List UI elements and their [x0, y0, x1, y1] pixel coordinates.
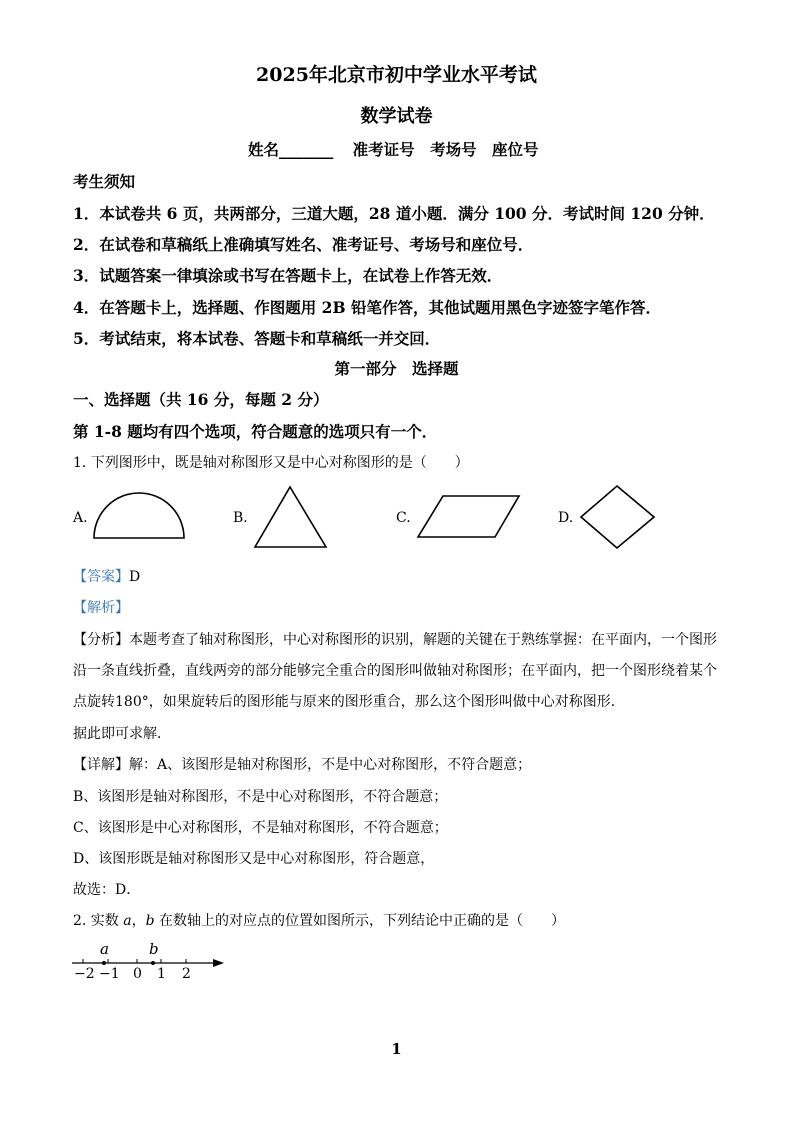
notice-item-2: 2．在试卷和草稿纸上准确填写姓名、准考证号、考场号和座位号． — [73, 235, 534, 254]
notice-item-1: 1．本试卷共 6 页，共两部分，三道大题，28 道小题．满分 100 分．考试时间 120 分钟． — [73, 204, 715, 223]
q2-var-a: a — [123, 913, 132, 929]
numberline-tick-label: −1 — [99, 966, 120, 982]
analysis-line-3: 点旋转180°，如果旋转后的图形能与原来的图形重合，那么这个图形叫做中心对称图形． — [73, 694, 625, 710]
name-blank: _______ — [279, 140, 334, 159]
analysis-line-1: 【分析】本题考查了轴对称图形，中心对称图形的识别，解题的关键在于熟练掌握：在平面内，一个图形 — [73, 632, 717, 648]
detail-line-4: D、该图形既是轴对称图形又是中心对称图形，符合题意， — [73, 851, 435, 867]
q1-stem: 1. 下列图形中，既是轴对称图形又是中心对称图形的是（ ） — [73, 455, 469, 471]
notice-heading: 考生须知 — [73, 172, 136, 191]
detail-line-2: B、该图形是轴对称图形，不是中心对称图形，不符合题意； — [73, 789, 448, 805]
numberline-point-b — [149, 959, 157, 967]
q2-comma: ， — [131, 913, 146, 929]
q2-stem-prefix: 2. 实数 — [73, 913, 124, 929]
notice-item-4: 4．在答题卡上，选择题、作图题用 2B 铅笔作答，其他试题用黑色字迹签字笔作答． — [73, 298, 661, 317]
q1-option-a-label: A. — [73, 510, 88, 526]
q1-option-a-semicircle — [90, 490, 188, 542]
exam-subtitle: 数学试卷 — [360, 106, 433, 127]
analysis-tag: 【解析】 — [73, 600, 129, 616]
detail-line-1: 【详解】解：A、该图形是轴对称图形，不是中心对称图形，不符合题意； — [73, 757, 532, 773]
room-label: 考场号 — [430, 140, 477, 159]
q2-var-b: b — [145, 913, 155, 929]
analysis-line-4: 据此即可求解． — [73, 726, 171, 742]
q1-option-d-rhombus — [578, 483, 658, 551]
q2-stem — [73, 910, 565, 930]
numberline-label-a: a — [100, 940, 109, 958]
name-label: 姓名 — [248, 140, 280, 159]
q1-option-b-triangle — [252, 484, 332, 550]
notice-item-3: 3．试题答案一律填涂或书写在答题卡上，在试卷上作答无效． — [73, 266, 503, 285]
analysis-line-2: 沿一条直线折叠，直线两旁的部分能够完全重合的图形叫做轴对称图形；在平面内，把一个图形绕着某个 — [73, 663, 717, 679]
numberline-tick-label: 2 — [182, 966, 191, 982]
numberline-tick-label: −2 — [74, 966, 95, 982]
candidate-info-row — [248, 138, 539, 160]
q1-option-d-label: D. — [558, 510, 574, 526]
numberline-label-b: b — [149, 940, 159, 958]
section-instruction: 第 1-8 题均有四个选项，符合题意的选项只有一个． — [73, 422, 438, 441]
q1-option-c-parallelogram — [415, 493, 523, 541]
page-number: 1 — [391, 1040, 402, 1058]
detail-line-3: C、该图形是中心对称图形，不是轴对称图形，不符合题意； — [73, 820, 448, 836]
q1-option-b-label: B. — [233, 510, 248, 526]
q1-answer — [73, 566, 140, 586]
answer-value: D — [129, 569, 141, 585]
answer-tag: 【答案】 — [73, 569, 129, 585]
notice-item-5: 5．考试结束，将本试卷、答题卡和草稿纸一并交回． — [73, 329, 441, 348]
exam-title: 2025年北京市初中学业水平考试 — [256, 64, 537, 86]
seat-label: 座位号 — [492, 140, 539, 159]
numberline-tick-label: 1 — [157, 966, 166, 982]
part1-title: 第一部分 选择题 — [334, 359, 459, 378]
section-heading: 一、选择题（共 16 分，每题 2 分） — [73, 390, 329, 409]
numberline-tick-label: 0 — [133, 966, 142, 982]
detail-line-5: 故选：D． — [73, 882, 141, 898]
q1-option-c-label: C. — [396, 510, 411, 526]
exam-id-label: 准考证号 — [352, 140, 415, 159]
q2-stem-suffix: 在数轴上的对应点的位置如图所示，下列结论中正确的是（ ） — [154, 913, 566, 929]
